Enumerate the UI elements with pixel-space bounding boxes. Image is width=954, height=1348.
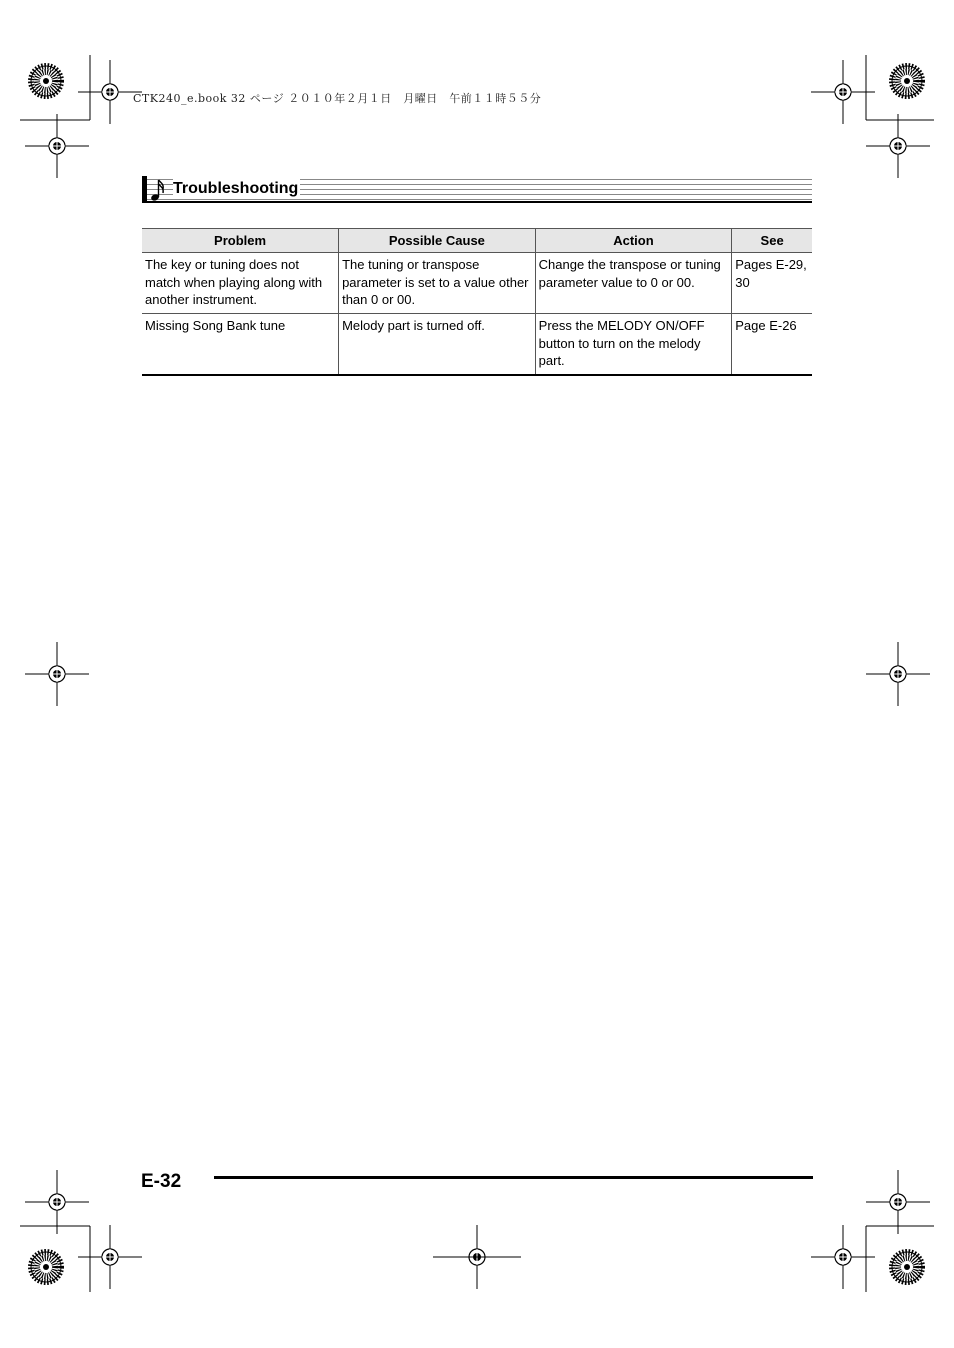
header-possible-cause: Possible Cause — [339, 229, 536, 253]
troubleshooting-table — [142, 228, 812, 376]
table-row — [142, 253, 812, 314]
see-cell: Pages E-29, 30 — [732, 253, 812, 314]
header-action: Action — [535, 229, 732, 253]
music-note-icon — [150, 178, 166, 202]
table-row — [142, 314, 812, 375]
see-cell: Page E-26 — [732, 314, 812, 375]
table-header-row — [142, 229, 812, 253]
header-problem: Problem — [142, 229, 339, 253]
footer-rule — [214, 1176, 813, 1179]
cause-cell: Melody part is turned off. — [339, 314, 536, 375]
action-cell: Press the MELODY ON/OFF button to turn on the melody part. — [535, 314, 732, 375]
problem-cell: The key or tuning does not match when playing along with another instrument. — [142, 253, 339, 314]
cause-cell: The tuning or transpose parameter is set to a value other than 0 or 00. — [339, 253, 536, 314]
section-heading — [142, 176, 812, 203]
header-see: See — [732, 229, 812, 253]
action-cell: Change the transpose or tuning parameter value to 0 or 00. — [535, 253, 732, 314]
problem-cell: Missing Song Bank tune — [142, 314, 339, 375]
page-number: E-32 — [141, 1171, 182, 1192]
section-title: Troubleshooting — [173, 180, 299, 197]
print-header: CTK240_e.book 32 ページ ２０１０年２月１日 月曜日 午前１１時５５分 — [133, 92, 542, 105]
